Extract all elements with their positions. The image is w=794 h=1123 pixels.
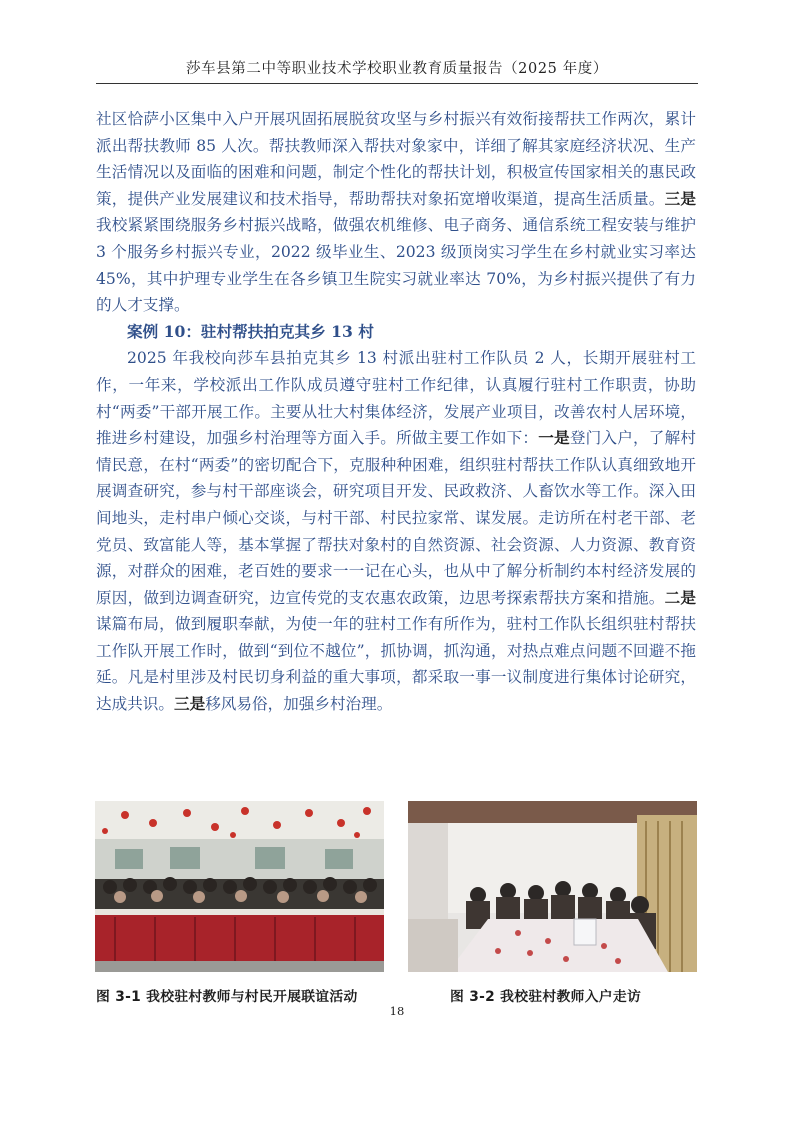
report-body (96, 106, 696, 718)
paragraph-text: 谋篇布局，做到履职奉献，为使一年的驻村工作有所作为，驻村工作队长组织驻村帮扶工作队开展工作时，做到“到位不越位”，抓协调，抓沟通，对热点难点问题不回避不拖延。凡是村里涉及村民切身利益的重大事项，都采取一事一议制度进行集体讨论研究，达成共识。 (96, 615, 696, 714)
paragraph-text: 2025 年我校向莎车县拍克其乡 13 村派出驻村工作队员 2 人，长期开展驻村工作，一年来，学校派出工作队成员遵守驻村工作纪律，认真履行驻村工作职责，协助村“两委”干部开展工作。主要从壮大村集体经济，发展产业项目，改善农村人居环境，推进乡村建设，加强乡村治理等方面入手。所做主要工作如下： (96, 349, 696, 448)
figure-caption-1: 图 3-1 我校驻村教师与村民开展联谊活动 (96, 989, 358, 1005)
paragraph-poverty-alleviation (96, 106, 696, 319)
point-lead-second: 二是 (664, 587, 696, 607)
point-lead-third: 三是 (664, 188, 696, 208)
point-lead-third-b: 三是 (173, 694, 206, 714)
photo-friendship-activity (95, 801, 384, 972)
photo-home-visit (408, 801, 697, 972)
figure-caption-2: 图 3-2 我校驻村教师入户走访 (450, 989, 642, 1005)
page-number: 18 (389, 1004, 405, 1018)
point-lead-first: 一是 (538, 428, 570, 448)
report-header-title: 莎车县第二中等职业技术学校职业教育质量报告（2025 年度） (185, 61, 608, 77)
paragraph-text: 我校紧紧围绕服务乡村振兴战略，做强农机维修、电子商务、通信系统工程安装与维护 3 个服务乡村振兴专业，2022 级毕业生、2023 级顶岗实习学生在乡村就业实习率达 45%，其中护理专业学生在各乡镇卫生院实习就业率达 70%，为乡村振兴提供了有力的人才支撑。 (96, 216, 696, 315)
paragraph-text: 社区恰萨小区集中入户开展巩固拓展脱贫攻坚与乡村振兴有效衔接帮扶工作两次，累计派出帮扶教师 85 人次。帮扶教师深入帮扶对象家中，详细了解其家庭经济状况、生产生活情况以及面临的困难和问题，制定个性化的帮扶计划，积极宣传国家相关的惠民政策，提供产业发展建议和技术指导，帮助帮扶对象拓宽增收渠道，提高生活质量。 (96, 110, 696, 208)
header-divider (96, 83, 698, 84)
case-title: 案例 10：驻村帮扶拍克其乡 13 村 (127, 321, 374, 341)
paragraph-village-assignment (96, 345, 696, 717)
paragraph-text: 移风易俗，加强乡村治理。 (205, 695, 393, 714)
paragraph-text: 登门入户，了解村情民意，在村“两委”的密切配合下，克服种种困难，组织驻村帮扶工作队认真细致地开展调查研究，参与村干部座谈会，研究项目开发、民政救济、人畜饮水等工作。深入田间地头，走村串户倾心交谈，与村干部、村民拉家常、谋发展。走访所在村老干部、老党员、致富能人等，基本掌握了帮扶对象村的自然资源、社会资源、人力资源、教育资源，对群众的困难，老百姓的要求一一记在心头，也从中了解分析制约本村经济发展的原因，做到边调查研究，边宣传党的支农惠农政策，边思考探索帮扶方案和措施。 (96, 429, 696, 607)
